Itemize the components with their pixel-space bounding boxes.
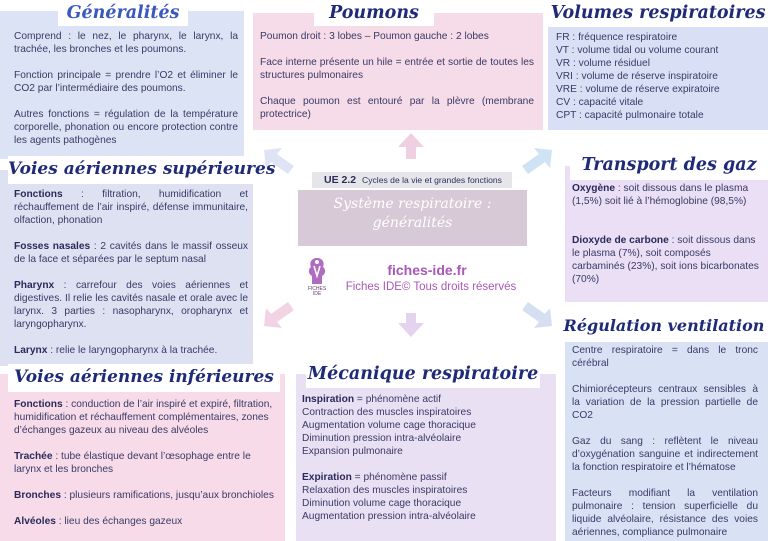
voies-inf-fonctions: Fonctions : conduction de l’air inspiré et expiré, filtration, humidification et réchauffement complémentaires, zones d’échanges gazeux au niveau des alvéoles — [14, 399, 273, 436]
volumes-item: FR : fréquence respiratoire — [556, 32, 678, 43]
mecanique-expiration: Expiration = phénomène passif Relaxation des muscles inspiratoires Diminution volume cage thoracique Augmentation pression intra-alvéolaire — [302, 471, 552, 523]
main-title: Système respiratoire : généralités — [333, 196, 492, 231]
ue-banner — [312, 172, 512, 188]
regulation-p4: Facteurs modifiant la ventilation pulmonaire : tension superficielle du liquide alvéolaire, résistance des voies aériennes, compliance pulmonaire — [572, 488, 758, 538]
mecanique-exp-line: Diminution volume cage thoracique — [302, 498, 462, 509]
volumes-title: Volumes respiratoires — [550, 3, 766, 23]
mecanique-exp-line: Augmentation pression intra-alvéolaire — [302, 511, 476, 522]
volumes-item: VRI : volume de réserve inspiratoire — [556, 71, 718, 82]
transport-co2: Dioxyde de carbone : soit dissous dans le plasma (7%), soit composés carbaminés (23%), soit ions bicarbonates (70%) — [572, 235, 759, 285]
regulation-p3: Gaz du sang : reflètent le niveau d’oxygénation sanguine et indirectement la fonction respiratoire et l’hématose — [572, 436, 758, 473]
mecanique-insp-line: Expansion pulmonaire — [302, 446, 403, 457]
mecanique-insp-line: Contraction des muscles inspiratoires — [302, 407, 472, 418]
main-title-box — [298, 190, 527, 246]
arrow-downleft-icon — [262, 300, 296, 330]
poumons-p1: Poumon droit : 3 lobes – Poumon gauche : 2 lobes — [260, 31, 489, 42]
logo-text-2: IDE — [312, 291, 322, 296]
volumes-item: CV : capacité vitale — [556, 97, 644, 108]
generalites-p2: Fonction principale = prendre l’O2 et éliminer le CO2 par l’intermédiaire des poumons. — [14, 70, 238, 94]
mecanique-insp-line: Augmentation volume cage thoracique — [302, 420, 476, 431]
voies-inf-title: Voies aériennes inférieures — [14, 367, 274, 387]
generalites-p1: Comprend : le nez, le pharynx, le larynx, la trachée, les bronches et les poumons. — [14, 31, 238, 55]
ue-code: UE 2.2 — [324, 174, 357, 186]
voies-inf-alveoles: Alvéoles : lieu des échanges gazeux — [14, 516, 183, 527]
arrow-up-icon — [395, 130, 427, 162]
regulation-p2: Chimiorécepteurs centraux sensibles à la variation de la pression partielle de CO2 — [572, 384, 758, 421]
arrow-upright-icon — [520, 146, 554, 176]
site-name: fiches-ide.fr — [387, 262, 467, 278]
arrow-downright-icon — [520, 300, 554, 330]
volumes-item: VR : volume résiduel — [556, 58, 650, 69]
regulation-p1: Centre respiratoire = dans le tronc cérébral — [572, 345, 758, 369]
voies-sup-title: Voies aériennes supérieures — [8, 159, 276, 179]
regulation-body — [572, 344, 758, 539]
ue-label: Cycles de la vie et grandes fonctions — [362, 175, 502, 185]
generalites-p3: Autres fonctions = régulation de la température corporelle, phonation ou encore protection contre les agents pathogènes — [14, 109, 238, 146]
transport-body — [572, 182, 762, 286]
voies-sup-fosses: Fosses nasales : 2 cavités dans le massif osseux de la face et séparées par le septum nasal — [14, 241, 248, 265]
voies-sup-fonctions: Fonctions : filtration, humidification et réchauffement de l’air inspiré, défense immunitaire, olfaction, phonation — [14, 189, 248, 226]
poumons-p3: Chaque poumon est entouré par la plèvre (membrane protectrice) — [260, 96, 534, 120]
voies-inf-body — [14, 398, 280, 528]
volumes-item: VRE : volume de réserve expiratoire — [556, 84, 720, 95]
voies-sup-larynx: Larynx : relie le laryngopharynx à la trachée. — [14, 345, 218, 356]
volumes-item: VT : volume tidal ou volume courant — [556, 45, 719, 56]
arrow-down-icon — [395, 311, 427, 339]
volumes-list — [556, 31, 764, 122]
voies-sup-pharynx: Pharynx : carrefour des voies aériennes et digestives. Il relie les cavités nasale et orale avec le larynx. 3 parties : nasopharynx, oropharynx et laryngopharynx. — [14, 280, 248, 330]
poumons-title: Poumons — [329, 3, 419, 23]
transport-o2: Oxygène : soit dissous dans le plasma (1,5%) soit lié à l’hémoglobine (98,5%) — [572, 183, 749, 207]
mecanique-inspiration: Inspiration = phénomène actif Contraction des muscles inspiratoires Augmentation volume cage thoracique Diminution pression intra-alvéolaire Expansion pulmonaire — [302, 393, 552, 458]
logo-text-1: FICHES — [307, 286, 327, 292]
voies-inf-bronches: Bronches : plusieurs ramifications, jusqu’aux bronchioles — [14, 490, 274, 501]
arrow-upleft-icon — [262, 146, 296, 176]
volumes-item: CPT : capacité pulmonaire totale — [556, 110, 704, 121]
voies-inf-trachee: Trachée : tube élastique devant l’œsophage entre le larynx et les bronches — [14, 451, 251, 475]
generalites-body — [14, 30, 238, 147]
voies-sup-body — [14, 188, 248, 357]
mecanique-exp-line: Relaxation des muscles inspiratoires — [302, 485, 468, 496]
copyright: Fiches IDE© Tous droits réservés — [345, 281, 517, 293]
generalites-title: Généralités — [66, 3, 180, 23]
regulation-title: Régulation ventilation — [563, 316, 765, 335]
mecanique-body — [302, 393, 552, 523]
mecanique-insp-line: Diminution pression intra-alvéolaire — [302, 433, 462, 444]
poumons-body — [260, 30, 534, 121]
poumons-p2: Face interne présente un hile = entrée et sortie de toutes les structures pulmonaires — [260, 57, 534, 81]
transport-title: Transport des gaz — [581, 155, 757, 175]
mecanique-title: Mécanique respiratoire — [307, 364, 539, 384]
fiches-ide-logo — [302, 254, 332, 296]
